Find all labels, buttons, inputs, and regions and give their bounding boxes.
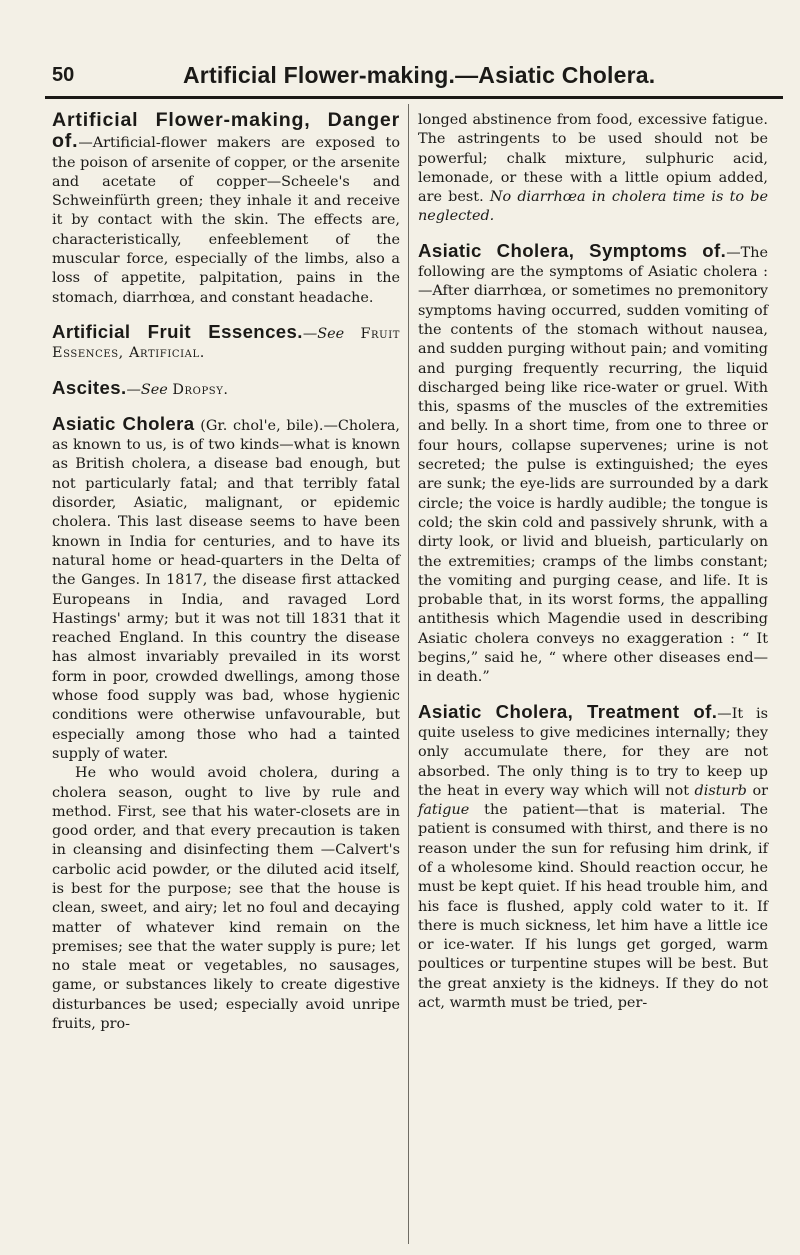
emphasis-disturb: disturb xyxy=(694,782,747,799)
entry-text: or xyxy=(746,782,768,799)
see-prefix: —See xyxy=(302,325,361,342)
entry-asiatic-cholera-treatment xyxy=(418,702,768,1014)
emphasis-fatigue: fatigue xyxy=(418,802,470,819)
entry-text: —The following are the symptoms of Asiatic cholera :—After diarrhœa, or sometimes no premonitory symptoms having occurred, sudden vomiting of the contents of the stomach without nausea, and sudden purging without pain; and vomiting and purging frequently recurring, the liquid discharged being like rice-water or gruel. With this, spasms of the muscles of the extremities and belly. In a short time, from one to three or four hours, collapse supervenes; urine is not secreted; the pulse is extinguished; the eyes are sunk; the eye-lids are surrounded by a dark circle; the voice is hardly audible; the tongue is cold; the skin cold and passively shrunk, with a dirty look, or livid and blueish, particularly on the extremities; cramps of the limbs constant; the vomiting and purging cease, and life. It is probable that, in its worst forms, the appalling antithesis which Magendie used in describing Asiatic cholera conveys no exaggeration : “ It begins,” said he, “ where other diseases end—in death.” xyxy=(418,244,768,686)
entry-text: —Artificial-flower makers are exposed to the poison of arsenite of copper, or the arsenite and acetate of copper—Scheele's and Schweinfürth green; they inhale it and receive it by contact with the skin. The effects are, characteristically, enfeeblement of the muscular force, especially of the limbs, also a loss of appetite, palpitation, pains in the stomach, diarrhœa, and constant headache. xyxy=(52,135,400,306)
headword: Artificial Flower-making, Danger of. xyxy=(52,109,400,153)
page-header xyxy=(50,62,770,92)
entry-ascites xyxy=(52,378,400,400)
etymology: (Gr. chol'e, bile). xyxy=(200,417,324,434)
entry-text: —Cholera, as known to us, is of two kinds—what is known as British cholera, a disease bad enough, but not particularly fatal; and that terribly fatal disorder, Asiatic, malignant, or epidemic cholera. This last disease seems to have been known in India for centuries, and to have its natural home or head-quarters in the Delta of the Ganges. In 1817, the disease first attacked Europeans in India, and ravaged Lord Hastings' army; but it was not till 1831 that it reached England. In this country the disease has almost invariably prevailed in its worst form in poor, crowded dwellings, among those whose food supply was bad, whose hygienic conditions were otherwise unfavourable, but especially among those who had a tainted supply of water. xyxy=(52,417,400,762)
header-rule xyxy=(45,96,783,99)
entry-text: the patient—that is material. The patient is consumed with thirst, and there is no reason under the sun for refusing him drink, if of a wholesome kind. Should reaction occur, he must be kept quiet. If his head trouble him, and his face is flushed, apply cold water to it. If there is much sickness, let him have a little ice or ice-water. If his lungs get gorged, warm poultices or turpentine stupes will be best. But the great anxiety is the kidneys. If they do not act, warmth must be tried, per- xyxy=(418,802,768,1012)
entry-text: longed abstinence from food, excessive fatigue. The astringents to be used should not be powerful; chalk mixture, sulphuric acid, lemonade, or these with a little opium added, are best. xyxy=(418,112,768,206)
headword: Artificial Fruit Essences. xyxy=(52,320,303,342)
running-title: Artificial Flower-making.—Asiatic Cholera. xyxy=(183,62,656,88)
headword: Asiatic Cholera, Treatment of. xyxy=(418,700,718,722)
cross-reference: Fruit Essences, Artificial. xyxy=(52,325,401,362)
right-column xyxy=(418,111,768,1013)
headword: Asiatic Cholera xyxy=(52,412,195,434)
entry-text: —It is quite useless to give medicines internally; they only accumulate there, for they are not absorbed. The only thing is to try to keep up the heat in every way which will not xyxy=(418,705,768,799)
entry-artificial-fruit-essences xyxy=(52,322,400,364)
headword: Asiatic Cholera, Symptoms of. xyxy=(418,239,727,261)
entry-artificial-flower-making xyxy=(52,111,400,308)
column-divider xyxy=(408,104,409,1244)
entry-text-paragraph-2: He who would avoid cholera, during a cholera season, ought to live by rule and method. First, see that his water-closets are in good order, and that every precaution is taken in cleansing and disinfecting them —Calvert's carbolic acid powder, or the diluted acid itself, is best for the purpose; see that the house is clean, sweet, and airy; let no foul and decaying matter of whatever kind remain on the premises; see that the water supply is pure; let no stale meat or vegetables, no sausages, game, or substances likely to create digestive disturbances be used; especially avoid unripe fruits, pro- xyxy=(52,765,400,1033)
headword: Ascites. xyxy=(52,376,127,398)
page-number: 50 xyxy=(52,64,75,86)
entry-asiatic-cholera-symptoms xyxy=(418,241,768,688)
see-prefix: —See xyxy=(126,381,173,398)
entry-asiatic-cholera xyxy=(52,414,400,1035)
emphasis-text: No diarrhœa in cholera time is to be neglected. xyxy=(418,189,768,225)
entry-continuation xyxy=(418,111,768,227)
left-column xyxy=(52,111,400,1034)
cross-reference: Dropsy. xyxy=(172,381,229,398)
